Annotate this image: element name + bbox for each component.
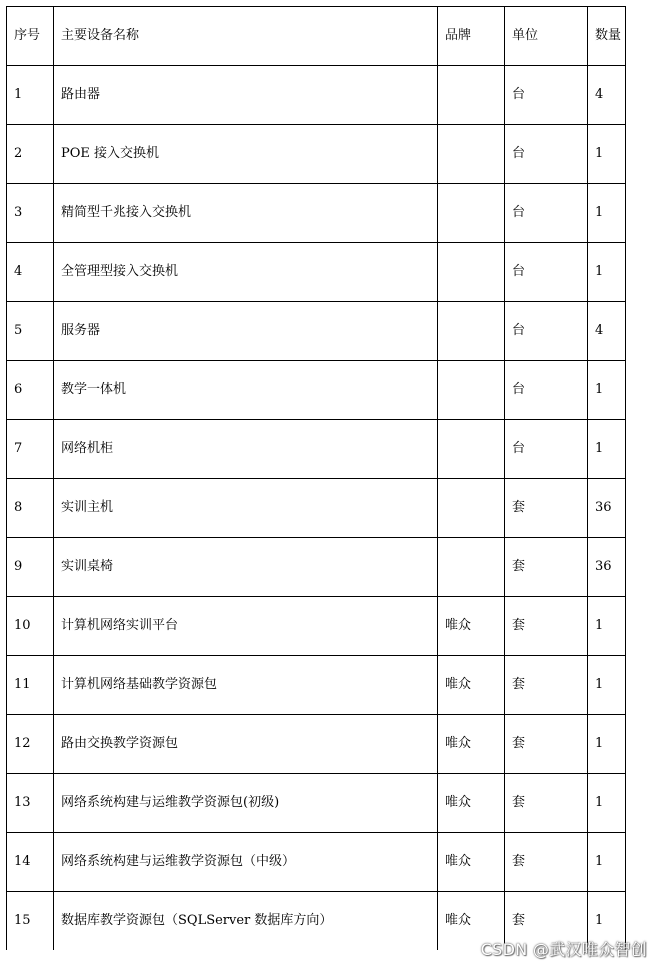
cell-quantity: 1 [588, 184, 626, 243]
cell-brand [438, 361, 505, 420]
cell-equipment-name: 网络系统构建与运维教学资源包（中级） [54, 833, 438, 892]
cell-unit: 套 [505, 656, 588, 715]
cell-quantity: 1 [588, 892, 626, 951]
table-row [7, 420, 626, 479]
cell-serial-number: 13 [7, 774, 54, 833]
cell-serial-number: 11 [7, 656, 54, 715]
cell-quantity: 1 [588, 243, 626, 302]
cell-serial-number: 15 [7, 892, 54, 951]
table-row [7, 774, 626, 833]
table-row [7, 243, 626, 302]
cell-brand: 唯众 [438, 656, 505, 715]
cell-unit: 台 [505, 420, 588, 479]
table-row [7, 125, 626, 184]
cell-brand: 唯众 [438, 892, 505, 951]
cell-brand [438, 66, 505, 125]
cell-serial-number: 12 [7, 715, 54, 774]
table-row [7, 715, 626, 774]
cell-unit: 套 [505, 774, 588, 833]
cell-unit: 套 [505, 892, 588, 951]
table-body [7, 66, 626, 951]
cell-equipment-name: 数据库教学资源包（SQLServer 数据库方向） [54, 892, 438, 951]
cell-equipment-name: 精简型千兆接入交换机 [54, 184, 438, 243]
cell-serial-number: 5 [7, 302, 54, 361]
header-equipment-name: 主要设备名称 [54, 7, 438, 66]
cell-unit: 台 [505, 184, 588, 243]
cell-quantity: 1 [588, 833, 626, 892]
cell-unit: 台 [505, 302, 588, 361]
cell-unit: 套 [505, 479, 588, 538]
cell-brand [438, 302, 505, 361]
cell-unit: 台 [505, 66, 588, 125]
cell-equipment-name: 服务器 [54, 302, 438, 361]
header-serial-number: 序号 [7, 7, 54, 66]
table-row [7, 833, 626, 892]
cell-serial-number: 7 [7, 420, 54, 479]
table-row [7, 66, 626, 125]
cell-quantity: 4 [588, 66, 626, 125]
cell-quantity: 1 [588, 774, 626, 833]
cell-equipment-name: 网络系统构建与运维教学资源包(初级) [54, 774, 438, 833]
table-row [7, 361, 626, 420]
cell-brand: 唯众 [438, 833, 505, 892]
cell-brand: 唯众 [438, 715, 505, 774]
cell-quantity: 1 [588, 420, 626, 479]
table-row [7, 479, 626, 538]
cell-serial-number: 10 [7, 597, 54, 656]
cell-quantity: 36 [588, 479, 626, 538]
cell-unit: 套 [505, 597, 588, 656]
cell-brand: 唯众 [438, 774, 505, 833]
cell-quantity: 1 [588, 361, 626, 420]
cell-serial-number: 3 [7, 184, 54, 243]
cell-equipment-name: 计算机网络实训平台 [54, 597, 438, 656]
table-row [7, 184, 626, 243]
table-row [7, 538, 626, 597]
cell-serial-number: 1 [7, 66, 54, 125]
table-row [7, 597, 626, 656]
cell-unit: 台 [505, 243, 588, 302]
cell-quantity: 1 [588, 656, 626, 715]
cell-equipment-name: 路由器 [54, 66, 438, 125]
cell-quantity: 1 [588, 125, 626, 184]
cell-equipment-name: 路由交换教学资源包 [54, 715, 438, 774]
cell-quantity: 36 [588, 538, 626, 597]
cell-unit: 套 [505, 833, 588, 892]
cell-unit: 套 [505, 538, 588, 597]
cell-brand [438, 420, 505, 479]
cell-unit: 套 [505, 715, 588, 774]
cell-equipment-name: 实训桌椅 [54, 538, 438, 597]
csdn-watermark: CSDN @武汉唯众智创 [480, 940, 647, 959]
cell-unit: 台 [505, 361, 588, 420]
cell-brand [438, 538, 505, 597]
cell-brand [438, 184, 505, 243]
header-unit: 单位 [505, 7, 588, 66]
cell-quantity: 4 [588, 302, 626, 361]
cell-serial-number: 8 [7, 479, 54, 538]
cell-serial-number: 4 [7, 243, 54, 302]
cell-brand [438, 479, 505, 538]
cell-unit: 台 [505, 125, 588, 184]
equipment-table [6, 6, 626, 950]
cell-equipment-name: 教学一体机 [54, 361, 438, 420]
cell-quantity: 1 [588, 715, 626, 774]
header-quantity: 数量 [588, 7, 626, 66]
cell-equipment-name: POE 接入交换机 [54, 125, 438, 184]
cell-equipment-name: 计算机网络基础教学资源包 [54, 656, 438, 715]
table-row [7, 302, 626, 361]
cell-serial-number: 9 [7, 538, 54, 597]
table-header-row [7, 7, 626, 66]
cell-serial-number: 6 [7, 361, 54, 420]
cell-equipment-name: 全管理型接入交换机 [54, 243, 438, 302]
cell-brand [438, 243, 505, 302]
cell-quantity: 1 [588, 597, 626, 656]
cell-serial-number: 14 [7, 833, 54, 892]
cell-equipment-name: 网络机柜 [54, 420, 438, 479]
cell-brand: 唯众 [438, 597, 505, 656]
cell-equipment-name: 实训主机 [54, 479, 438, 538]
cell-serial-number: 2 [7, 125, 54, 184]
header-brand: 品牌 [438, 7, 505, 66]
cell-brand [438, 125, 505, 184]
table-row [7, 656, 626, 715]
